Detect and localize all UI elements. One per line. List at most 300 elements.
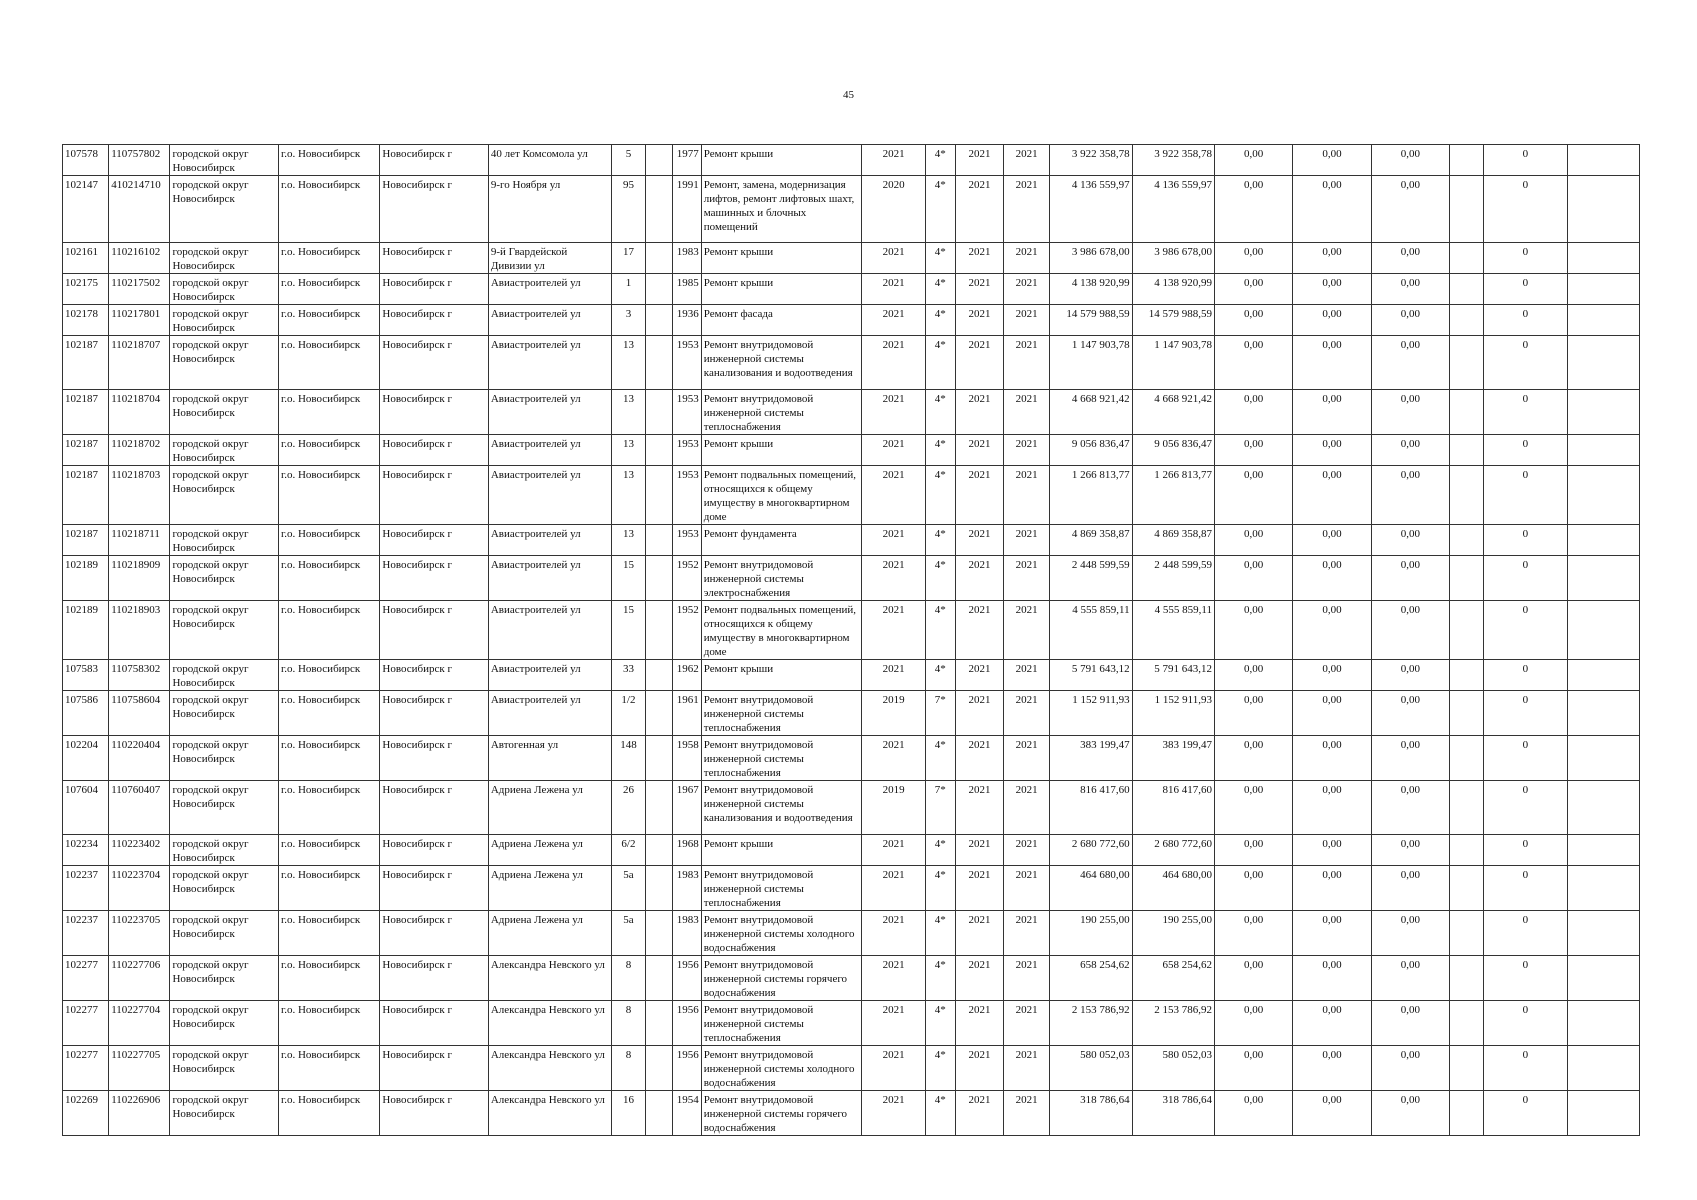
cell-object-id: 102147 bbox=[63, 176, 109, 243]
cell-house-number: 13 bbox=[612, 466, 645, 525]
cell-cost-budget-local: 0,00 bbox=[1371, 956, 1449, 1001]
cell-cost-budget-regional: 0,00 bbox=[1293, 956, 1371, 1001]
cell-work-type: Ремонт внутридомовой инженерной системы холодного водоснабжения bbox=[701, 1046, 862, 1091]
cell-cost-budget-regional: 0,00 bbox=[1293, 176, 1371, 243]
cell-end-year: 2021 bbox=[1004, 911, 1050, 956]
cell-street: Авиастроителей ул bbox=[488, 305, 612, 336]
cell-extra-count: 0 bbox=[1484, 435, 1567, 466]
cell-cost-fund: 2 153 786,92 bbox=[1132, 1001, 1214, 1046]
cell-cost-total: 4 136 559,97 bbox=[1050, 176, 1132, 243]
cell-extra-count: 0 bbox=[1484, 274, 1567, 305]
cell-cost-budget-federal: 0,00 bbox=[1214, 390, 1292, 435]
cell-city: Новосибирск г bbox=[380, 336, 488, 390]
cell-year-built: 1952 bbox=[672, 601, 701, 660]
cell-street: Авиастроителей ул bbox=[488, 435, 612, 466]
cell-city: Новосибирск г bbox=[380, 176, 488, 243]
cell-start-year: 2021 bbox=[955, 911, 1003, 956]
cell-municipality-short: г.о. Новосибирск bbox=[278, 466, 379, 525]
cell-object-id: 102277 bbox=[63, 1046, 109, 1091]
cell-work-type: Ремонт подвальных помещений, относящихся к общему имуществу в многоквартирном доме bbox=[701, 466, 862, 525]
cell-street: Александра Невского ул bbox=[488, 956, 612, 1001]
cell-work-code: 110758604 bbox=[109, 691, 170, 736]
cell-cost-budget-federal: 0,00 bbox=[1214, 781, 1292, 835]
cell-start-year: 2021 bbox=[955, 435, 1003, 466]
cell-cost-budget-federal: 0,00 bbox=[1214, 243, 1292, 274]
cell-category: 4* bbox=[925, 866, 955, 911]
cell-street: 9-й Гвардейской Дивизии ул bbox=[488, 243, 612, 274]
cell-building bbox=[645, 835, 672, 866]
cell-plan-year: 2021 bbox=[862, 956, 925, 1001]
cell-remark bbox=[1567, 1046, 1639, 1091]
cell-cost-budget-local: 0,00 bbox=[1371, 274, 1449, 305]
cell-end-year: 2021 bbox=[1004, 556, 1050, 601]
cell-start-year: 2021 bbox=[955, 466, 1003, 525]
cell-city: Новосибирск г bbox=[380, 736, 488, 781]
cell-building bbox=[645, 691, 672, 736]
cell-municipality: городской округ Новосибирск bbox=[170, 390, 278, 435]
cell-cost-budget-federal: 0,00 bbox=[1214, 466, 1292, 525]
cell-city: Новосибирск г bbox=[380, 1046, 488, 1091]
cell-cost-total: 1 147 903,78 bbox=[1050, 336, 1132, 390]
cell-extra-col bbox=[1450, 911, 1484, 956]
cell-cost-budget-regional: 0,00 bbox=[1293, 781, 1371, 835]
cell-cost-budget-local: 0,00 bbox=[1371, 1091, 1449, 1136]
cell-street: Авиастроителей ул bbox=[488, 601, 612, 660]
cell-object-id: 102204 bbox=[63, 736, 109, 781]
table-row bbox=[63, 781, 1640, 835]
cell-cost-fund: 464 680,00 bbox=[1132, 866, 1214, 911]
cell-work-type: Ремонт крыши bbox=[701, 835, 862, 866]
cell-city: Новосибирск г bbox=[380, 525, 488, 556]
cell-category: 4* bbox=[925, 601, 955, 660]
table-row bbox=[63, 911, 1640, 956]
cell-work-type: Ремонт внутридомовой инженерной системы теплоснабжения bbox=[701, 390, 862, 435]
cell-building bbox=[645, 1001, 672, 1046]
cell-work-type: Ремонт внутридомовой инженерной системы холодного водоснабжения bbox=[701, 911, 862, 956]
cell-remark bbox=[1567, 911, 1639, 956]
cell-cost-budget-federal: 0,00 bbox=[1214, 736, 1292, 781]
cell-city: Новосибирск г bbox=[380, 866, 488, 911]
cell-work-type: Ремонт крыши bbox=[701, 435, 862, 466]
cell-cost-budget-local: 0,00 bbox=[1371, 781, 1449, 835]
cell-end-year: 2021 bbox=[1004, 176, 1050, 243]
cell-work-code: 110220404 bbox=[109, 736, 170, 781]
cell-cost-total: 658 254,62 bbox=[1050, 956, 1132, 1001]
cell-city: Новосибирск г bbox=[380, 601, 488, 660]
cell-house-number: 26 bbox=[612, 781, 645, 835]
cell-building bbox=[645, 305, 672, 336]
cell-building bbox=[645, 466, 672, 525]
cell-start-year: 2021 bbox=[955, 736, 1003, 781]
cell-cost-total: 1 152 911,93 bbox=[1050, 691, 1132, 736]
cell-street: Автогенная ул bbox=[488, 736, 612, 781]
cell-building bbox=[645, 1046, 672, 1091]
cell-remark bbox=[1567, 176, 1639, 243]
cell-cost-total: 816 417,60 bbox=[1050, 781, 1132, 835]
cell-municipality: городской округ Новосибирск bbox=[170, 1091, 278, 1136]
cell-year-built: 1991 bbox=[672, 176, 701, 243]
cell-plan-year: 2021 bbox=[862, 556, 925, 601]
cell-start-year: 2021 bbox=[955, 660, 1003, 691]
cell-object-id: 102187 bbox=[63, 466, 109, 525]
cell-year-built: 1952 bbox=[672, 556, 701, 601]
cell-cost-total: 318 786,64 bbox=[1050, 1091, 1132, 1136]
cell-end-year: 2021 bbox=[1004, 601, 1050, 660]
cell-cost-budget-regional: 0,00 bbox=[1293, 736, 1371, 781]
cell-end-year: 2021 bbox=[1004, 660, 1050, 691]
cell-municipality: городской округ Новосибирск bbox=[170, 601, 278, 660]
cell-category: 7* bbox=[925, 781, 955, 835]
cell-start-year: 2021 bbox=[955, 866, 1003, 911]
cell-extra-count: 0 bbox=[1484, 956, 1567, 1001]
cell-plan-year: 2021 bbox=[862, 525, 925, 556]
table-row bbox=[63, 435, 1640, 466]
cell-municipality: городской округ Новосибирск bbox=[170, 466, 278, 525]
cell-object-id: 107586 bbox=[63, 691, 109, 736]
cell-remark bbox=[1567, 956, 1639, 1001]
cell-cost-budget-federal: 0,00 bbox=[1214, 274, 1292, 305]
cell-work-code: 110217801 bbox=[109, 305, 170, 336]
cell-municipality: городской округ Новосибирск bbox=[170, 956, 278, 1001]
cell-building bbox=[645, 781, 672, 835]
cell-city: Новосибирск г bbox=[380, 274, 488, 305]
cell-object-id: 107604 bbox=[63, 781, 109, 835]
cell-cost-fund: 190 255,00 bbox=[1132, 911, 1214, 956]
cell-building bbox=[645, 336, 672, 390]
cell-object-id: 102189 bbox=[63, 601, 109, 660]
cell-municipality-short: г.о. Новосибирск bbox=[278, 525, 379, 556]
cell-building bbox=[645, 243, 672, 274]
cell-start-year: 2021 bbox=[955, 176, 1003, 243]
repair-program-table bbox=[62, 144, 1640, 1136]
cell-work-type: Ремонт крыши bbox=[701, 145, 862, 176]
cell-extra-col bbox=[1450, 556, 1484, 601]
cell-city: Новосибирск г bbox=[380, 911, 488, 956]
cell-building bbox=[645, 601, 672, 660]
cell-extra-count: 0 bbox=[1484, 243, 1567, 274]
cell-municipality-short: г.о. Новосибирск bbox=[278, 336, 379, 390]
cell-category: 4* bbox=[925, 1001, 955, 1046]
cell-extra-count: 0 bbox=[1484, 145, 1567, 176]
cell-extra-count: 0 bbox=[1484, 556, 1567, 601]
cell-municipality-short: г.о. Новосибирск bbox=[278, 660, 379, 691]
cell-street: Авиастроителей ул bbox=[488, 525, 612, 556]
cell-start-year: 2021 bbox=[955, 601, 1003, 660]
cell-extra-col bbox=[1450, 305, 1484, 336]
cell-cost-fund: 5 791 643,12 bbox=[1132, 660, 1214, 691]
table-row bbox=[63, 336, 1640, 390]
cell-plan-year: 2021 bbox=[862, 435, 925, 466]
cell-municipality: городской округ Новосибирск bbox=[170, 866, 278, 911]
cell-cost-budget-regional: 0,00 bbox=[1293, 466, 1371, 525]
cell-street: Авиастроителей ул bbox=[488, 390, 612, 435]
cell-end-year: 2021 bbox=[1004, 336, 1050, 390]
cell-building bbox=[645, 866, 672, 911]
cell-extra-col bbox=[1450, 390, 1484, 435]
cell-plan-year: 2020 bbox=[862, 176, 925, 243]
cell-work-code: 110218903 bbox=[109, 601, 170, 660]
cell-cost-total: 9 056 836,47 bbox=[1050, 435, 1132, 466]
cell-year-built: 1967 bbox=[672, 781, 701, 835]
table-row bbox=[63, 835, 1640, 866]
cell-house-number: 8 bbox=[612, 1046, 645, 1091]
cell-category: 4* bbox=[925, 243, 955, 274]
cell-cost-budget-federal: 0,00 bbox=[1214, 956, 1292, 1001]
cell-municipality-short: г.о. Новосибирск bbox=[278, 556, 379, 601]
cell-work-type: Ремонт крыши bbox=[701, 660, 862, 691]
cell-year-built: 1956 bbox=[672, 1046, 701, 1091]
cell-municipality: городской округ Новосибирск bbox=[170, 691, 278, 736]
cell-cost-total: 4 555 859,11 bbox=[1050, 601, 1132, 660]
cell-object-id: 102178 bbox=[63, 305, 109, 336]
cell-municipality-short: г.о. Новосибирск bbox=[278, 601, 379, 660]
cell-cost-total: 2 680 772,60 bbox=[1050, 835, 1132, 866]
cell-house-number: 13 bbox=[612, 435, 645, 466]
cell-object-id: 102187 bbox=[63, 390, 109, 435]
cell-year-built: 1985 bbox=[672, 274, 701, 305]
cell-cost-budget-regional: 0,00 bbox=[1293, 243, 1371, 274]
cell-start-year: 2021 bbox=[955, 1091, 1003, 1136]
cell-work-code: 110223704 bbox=[109, 866, 170, 911]
cell-cost-budget-regional: 0,00 bbox=[1293, 390, 1371, 435]
cell-plan-year: 2021 bbox=[862, 466, 925, 525]
cell-extra-col bbox=[1450, 145, 1484, 176]
cell-cost-budget-local: 0,00 bbox=[1371, 466, 1449, 525]
cell-cost-budget-regional: 0,00 bbox=[1293, 305, 1371, 336]
cell-cost-budget-local: 0,00 bbox=[1371, 1046, 1449, 1091]
cell-remark bbox=[1567, 1091, 1639, 1136]
cell-building bbox=[645, 525, 672, 556]
cell-extra-count: 0 bbox=[1484, 336, 1567, 390]
cell-start-year: 2021 bbox=[955, 956, 1003, 1001]
cell-plan-year: 2021 bbox=[862, 835, 925, 866]
cell-cost-fund: 3 986 678,00 bbox=[1132, 243, 1214, 274]
cell-work-type: Ремонт внутридомовой инженерной системы теплоснабжения bbox=[701, 736, 862, 781]
cell-cost-budget-federal: 0,00 bbox=[1214, 1091, 1292, 1136]
cell-start-year: 2021 bbox=[955, 781, 1003, 835]
cell-street: Авиастроителей ул bbox=[488, 556, 612, 601]
cell-remark bbox=[1567, 835, 1639, 866]
cell-work-code: 110226906 bbox=[109, 1091, 170, 1136]
cell-work-code: 110218707 bbox=[109, 336, 170, 390]
cell-city: Новосибирск г bbox=[380, 305, 488, 336]
cell-extra-col bbox=[1450, 781, 1484, 835]
cell-work-code: 110218703 bbox=[109, 466, 170, 525]
table-row bbox=[63, 660, 1640, 691]
cell-cost-total: 3 922 358,78 bbox=[1050, 145, 1132, 176]
cell-start-year: 2021 bbox=[955, 305, 1003, 336]
cell-street: Авиастроителей ул bbox=[488, 274, 612, 305]
cell-start-year: 2021 bbox=[955, 336, 1003, 390]
cell-start-year: 2021 bbox=[955, 390, 1003, 435]
cell-start-year: 2021 bbox=[955, 691, 1003, 736]
cell-extra-col bbox=[1450, 243, 1484, 274]
cell-house-number: 13 bbox=[612, 336, 645, 390]
cell-cost-budget-regional: 0,00 bbox=[1293, 336, 1371, 390]
cell-city: Новосибирск г bbox=[380, 691, 488, 736]
cell-object-id: 102189 bbox=[63, 556, 109, 601]
cell-cost-fund: 658 254,62 bbox=[1132, 956, 1214, 1001]
cell-work-type: Ремонт внутридомовой инженерной системы горячего водоснабжения bbox=[701, 956, 862, 1001]
cell-cost-budget-local: 0,00 bbox=[1371, 176, 1449, 243]
cell-remark bbox=[1567, 736, 1639, 781]
cell-work-code: 110218909 bbox=[109, 556, 170, 601]
cell-end-year: 2021 bbox=[1004, 1046, 1050, 1091]
cell-extra-col bbox=[1450, 336, 1484, 390]
cell-end-year: 2021 bbox=[1004, 274, 1050, 305]
cell-municipality: городской округ Новосибирск bbox=[170, 1001, 278, 1046]
cell-cost-budget-federal: 0,00 bbox=[1214, 305, 1292, 336]
cell-cost-fund: 14 579 988,59 bbox=[1132, 305, 1214, 336]
cell-work-type: Ремонт фундамента bbox=[701, 525, 862, 556]
cell-work-type: Ремонт крыши bbox=[701, 243, 862, 274]
cell-object-id: 102237 bbox=[63, 866, 109, 911]
cell-house-number: 8 bbox=[612, 1001, 645, 1046]
cell-street: Адриена Лежена ул bbox=[488, 835, 612, 866]
cell-building bbox=[645, 390, 672, 435]
cell-remark bbox=[1567, 660, 1639, 691]
cell-year-built: 1953 bbox=[672, 525, 701, 556]
cell-cost-total: 1 266 813,77 bbox=[1050, 466, 1132, 525]
cell-remark bbox=[1567, 691, 1639, 736]
cell-extra-col bbox=[1450, 176, 1484, 243]
cell-work-type: Ремонт внутридомовой инженерной системы канализования и водоотведения bbox=[701, 781, 862, 835]
cell-cost-total: 14 579 988,59 bbox=[1050, 305, 1132, 336]
cell-category: 4* bbox=[925, 176, 955, 243]
cell-cost-budget-federal: 0,00 bbox=[1214, 145, 1292, 176]
cell-extra-count: 0 bbox=[1484, 660, 1567, 691]
cell-object-id: 102187 bbox=[63, 336, 109, 390]
cell-municipality: городской округ Новосибирск bbox=[170, 336, 278, 390]
cell-start-year: 2021 bbox=[955, 556, 1003, 601]
cell-municipality: городской округ Новосибирск bbox=[170, 435, 278, 466]
cell-street: Авиастроителей ул bbox=[488, 466, 612, 525]
cell-year-built: 1983 bbox=[672, 911, 701, 956]
cell-cost-fund: 1 152 911,93 bbox=[1132, 691, 1214, 736]
cell-cost-budget-federal: 0,00 bbox=[1214, 556, 1292, 601]
cell-cost-budget-local: 0,00 bbox=[1371, 305, 1449, 336]
cell-work-code: 110760407 bbox=[109, 781, 170, 835]
cell-house-number: 3 bbox=[612, 305, 645, 336]
cell-work-code: 110758302 bbox=[109, 660, 170, 691]
cell-category: 4* bbox=[925, 556, 955, 601]
cell-work-type: Ремонт внутридомовой инженерной системы горячего водоснабжения bbox=[701, 1091, 862, 1136]
cell-remark bbox=[1567, 145, 1639, 176]
table-row bbox=[63, 1001, 1640, 1046]
cell-municipality-short: г.о. Новосибирск bbox=[278, 691, 379, 736]
cell-street: Адриена Лежена ул bbox=[488, 911, 612, 956]
cell-object-id: 102277 bbox=[63, 956, 109, 1001]
cell-category: 4* bbox=[925, 145, 955, 176]
cell-end-year: 2021 bbox=[1004, 691, 1050, 736]
cell-cost-budget-federal: 0,00 bbox=[1214, 866, 1292, 911]
cell-year-built: 1953 bbox=[672, 336, 701, 390]
cell-city: Новосибирск г bbox=[380, 956, 488, 1001]
cell-category: 4* bbox=[925, 1046, 955, 1091]
cell-cost-budget-federal: 0,00 bbox=[1214, 336, 1292, 390]
cell-end-year: 2021 bbox=[1004, 525, 1050, 556]
cell-category: 4* bbox=[925, 660, 955, 691]
cell-house-number: 95 bbox=[612, 176, 645, 243]
cell-cost-fund: 2 448 599,59 bbox=[1132, 556, 1214, 601]
cell-year-built: 1983 bbox=[672, 243, 701, 274]
cell-cost-budget-federal: 0,00 bbox=[1214, 691, 1292, 736]
cell-cost-budget-local: 0,00 bbox=[1371, 691, 1449, 736]
cell-cost-budget-regional: 0,00 bbox=[1293, 1001, 1371, 1046]
cell-cost-fund: 3 922 358,78 bbox=[1132, 145, 1214, 176]
cell-house-number: 13 bbox=[612, 390, 645, 435]
cell-cost-budget-regional: 0,00 bbox=[1293, 1046, 1371, 1091]
cell-cost-fund: 4 668 921,42 bbox=[1132, 390, 1214, 435]
cell-cost-budget-local: 0,00 bbox=[1371, 556, 1449, 601]
cell-category: 4* bbox=[925, 525, 955, 556]
cell-remark bbox=[1567, 305, 1639, 336]
cell-end-year: 2021 bbox=[1004, 435, 1050, 466]
cell-municipality: городской округ Новосибирск bbox=[170, 660, 278, 691]
cell-end-year: 2021 bbox=[1004, 243, 1050, 274]
cell-extra-col bbox=[1450, 1046, 1484, 1091]
cell-house-number: 148 bbox=[612, 736, 645, 781]
cell-house-number: 1 bbox=[612, 274, 645, 305]
cell-municipality-short: г.о. Новосибирск bbox=[278, 781, 379, 835]
cell-house-number: 16 bbox=[612, 1091, 645, 1136]
cell-end-year: 2021 bbox=[1004, 1001, 1050, 1046]
cell-object-id: 102234 bbox=[63, 835, 109, 866]
cell-municipality: городской округ Новосибирск bbox=[170, 1046, 278, 1091]
cell-house-number: 5 bbox=[612, 145, 645, 176]
cell-extra-count: 0 bbox=[1484, 525, 1567, 556]
cell-municipality: городской округ Новосибирск bbox=[170, 243, 278, 274]
cell-remark bbox=[1567, 435, 1639, 466]
cell-municipality-short: г.о. Новосибирск bbox=[278, 835, 379, 866]
cell-plan-year: 2021 bbox=[862, 736, 925, 781]
cell-municipality-short: г.о. Новосибирск bbox=[278, 243, 379, 274]
cell-cost-fund: 2 680 772,60 bbox=[1132, 835, 1214, 866]
cell-building bbox=[645, 435, 672, 466]
cell-work-code: 110227705 bbox=[109, 1046, 170, 1091]
cell-cost-budget-local: 0,00 bbox=[1371, 911, 1449, 956]
cell-cost-fund: 318 786,64 bbox=[1132, 1091, 1214, 1136]
cell-extra-count: 0 bbox=[1484, 835, 1567, 866]
cell-cost-fund: 4 136 559,97 bbox=[1132, 176, 1214, 243]
cell-year-built: 1968 bbox=[672, 835, 701, 866]
cell-building bbox=[645, 274, 672, 305]
cell-cost-budget-local: 0,00 bbox=[1371, 736, 1449, 781]
cell-category: 4* bbox=[925, 390, 955, 435]
cell-year-built: 1953 bbox=[672, 435, 701, 466]
table-row bbox=[63, 691, 1640, 736]
cell-work-code: 110217502 bbox=[109, 274, 170, 305]
cell-start-year: 2021 bbox=[955, 835, 1003, 866]
cell-extra-count: 0 bbox=[1484, 176, 1567, 243]
cell-cost-total: 464 680,00 bbox=[1050, 866, 1132, 911]
cell-category: 4* bbox=[925, 911, 955, 956]
cell-remark bbox=[1567, 243, 1639, 274]
cell-city: Новосибирск г bbox=[380, 781, 488, 835]
cell-municipality-short: г.о. Новосибирск bbox=[278, 274, 379, 305]
cell-municipality-short: г.о. Новосибирск bbox=[278, 1046, 379, 1091]
cell-extra-count: 0 bbox=[1484, 1001, 1567, 1046]
cell-work-type: Ремонт фасада bbox=[701, 305, 862, 336]
cell-work-code: 110218704 bbox=[109, 390, 170, 435]
cell-city: Новосибирск г bbox=[380, 390, 488, 435]
cell-cost-budget-regional: 0,00 bbox=[1293, 525, 1371, 556]
cell-extra-count: 0 bbox=[1484, 466, 1567, 525]
cell-street: Адриена Лежена ул bbox=[488, 781, 612, 835]
cell-cost-total: 5 791 643,12 bbox=[1050, 660, 1132, 691]
cell-city: Новосибирск г bbox=[380, 243, 488, 274]
cell-end-year: 2021 bbox=[1004, 956, 1050, 1001]
